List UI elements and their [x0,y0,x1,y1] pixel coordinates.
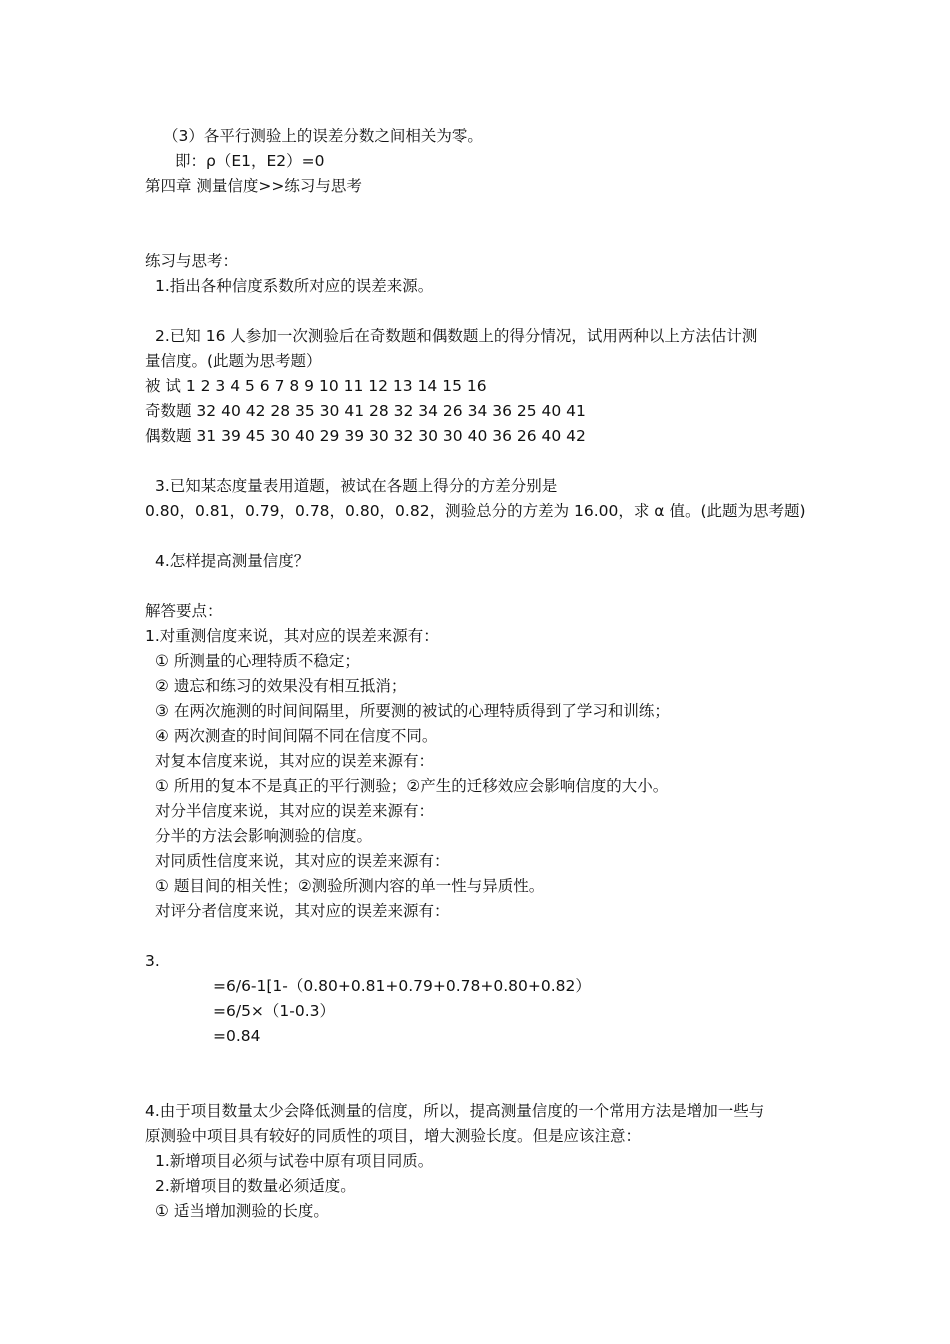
parallel-forms-heading: 对复本信度来说，其对应的误差来源有： [155,752,435,770]
answer-4-item-1: 1.新增项目必须与试卷中原有项目同质。 [155,1152,434,1170]
answer-4-item-2: 2.新增项目的数量必须适度。 [155,1177,356,1195]
homogeneity-items: ① 题目间的相关性；②测验所测内容的单一性与异质性。 [155,877,545,895]
split-half-item: 分半的方法会影响测验的信度。 [155,827,373,845]
answer-1: 1.对重测信度来说，其对应的误差来源有： [145,627,439,645]
chapter-breadcrumb: 第四章 测量信度>>练习与思考 [145,177,362,195]
scorer-heading: 对评分者信度来说，其对应的误差来源有： [155,902,450,920]
exercise-heading: 练习与思考： [145,252,239,270]
formula-rho: 即：ρ（E1，E2）=0 [175,152,325,170]
answer-1-item-3: ③ 在两次施测的时间间隔里，所要测的被试的心理特质得到了学习和训练； [155,702,670,720]
answer-4-cont: 原测验中项目具有较好的同质性的项目，增大测验长度。但是应该注意： [145,1127,642,1145]
subjects-row: 被 试 1 2 3 4 5 6 7 8 9 10 11 12 13 14 15 16 [145,377,487,395]
parallel-forms-items: ① 所用的复本不是真正的平行测验；②产生的迁移效应会影响信度的大小。 [155,777,669,795]
exercise-2: 2.已知 16 人参加一次测验后在奇数题和偶数题上的得分情况，试用两种以上方法估计测 [155,327,758,345]
answer-3: 3. [145,952,160,970]
answer-1-item-2: ② 遗忘和练习的效果没有相互抵消； [155,677,407,695]
even-scores-row: 偶数题 31 39 45 30 40 29 39 30 32 30 30 40 36 26 40 42 [145,427,586,445]
exercise-2-cont: 量信度。(此题为思考题） [145,352,322,370]
answer-3-step-1: =6/6-1[1-（0.80+0.81+0.79+0.78+0.80+0.82） [213,977,591,995]
exercise-3: 3.已知某态度量表用道题，被试在各题上得分的方差分别是 [155,477,558,495]
answer-1-item-4: ④ 两次测查的时间间隔不同在信度不同。 [155,727,438,745]
condition-3: （3）各平行测验上的误差分数之间相关为零。 [163,127,483,145]
answer-heading: 解答要点： [145,602,223,620]
odd-scores-row: 奇数题 32 40 42 28 35 30 41 28 32 34 26 34 36 25 40 41 [145,402,586,420]
exercise-4: 4.怎样提高测量信度？ [155,552,310,570]
answer-1-item-1: ① 所测量的心理特质不稳定； [155,652,360,670]
exercise-3-cont: 0.80，0.81，0.79，0.78，0.80，0.82，测验总分的方差为 16.00，求 α 值。(此题为思考题) [145,502,806,520]
answer-4: 4.由于项目数量太少会降低测量的信度，所以，提高测量信度的一个常用方法是增加一些与 [145,1102,765,1120]
split-half-heading: 对分半信度来说，其对应的误差来源有： [155,802,435,820]
homogeneity-heading: 对同质性信度来说，其对应的误差来源有： [155,852,450,870]
answer-4-subitem: ① 适当增加测验的长度。 [155,1202,329,1220]
answer-3-result: =0.84 [213,1027,261,1045]
answer-3-step-2: =6/5×（1-0.3） [213,1002,336,1020]
exercise-1: 1.指出各种信度系数所对应的误差来源。 [155,277,434,295]
